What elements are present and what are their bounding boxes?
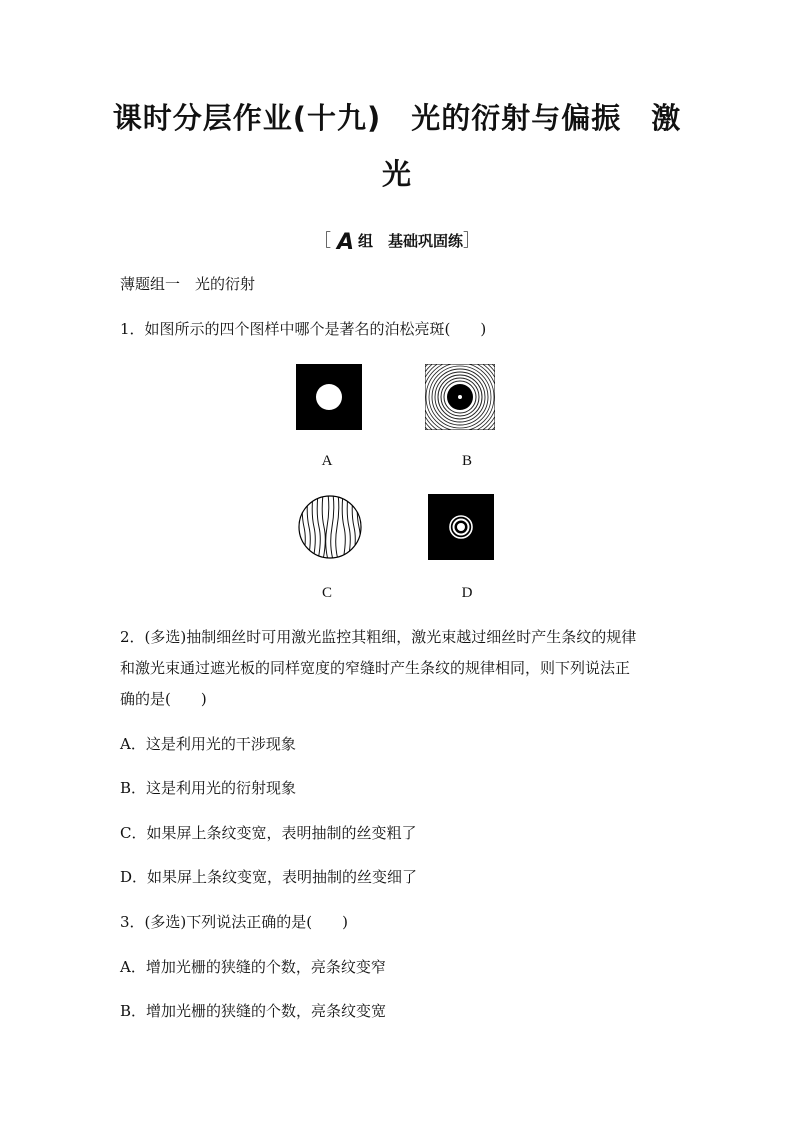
page-title-line1: 课时分层作业(十九) 光的衍射与偏振 激 [112, 101, 682, 135]
question-2-option-d: D．如果屏上条纹变宽，表明抽制的丝变细了 [120, 868, 418, 886]
figure-b-image [425, 364, 495, 430]
group-bracket-close: ］ [463, 231, 481, 251]
group-label: 组 基础巩固练 [358, 232, 464, 250]
question-3-option-a: A．增加光栅的狭缝的个数，亮条纹变窄 [120, 958, 386, 976]
question-3: 3．(多选)下列说法正确的是( ) [120, 913, 348, 931]
figure-d-label: D [461, 585, 473, 601]
figure-a-image [296, 364, 362, 430]
page-title-line2: 光 [381, 157, 412, 191]
question-3-option-b: B．增加光栅的狭缝的个数，亮条纹变宽 [120, 1002, 387, 1020]
question-2-line2: 和激光束通过遮光板的同样宽度的窄缝时产生条纹的规律相同，则下列说法正 [120, 659, 631, 677]
question-2-option-b: B．这是利用光的衍射现象 [120, 779, 297, 797]
group-letter: A [336, 230, 354, 255]
group-heading [0, 226, 794, 255]
figure-d-image [428, 494, 494, 560]
question-2-line3: 确的是( ) [120, 690, 207, 708]
question-2-option-a: A．这是利用光的干涉现象 [120, 735, 296, 753]
section-label: 薄题组一 光的衍射 [120, 275, 256, 293]
group-bracket-open: ［ [313, 231, 331, 251]
question-2-line1: 2．(多选)抽制细丝时可用激光监控其粗细，激光束越过细丝时产生条纹的规律 [120, 628, 637, 646]
figure-b-label: B [461, 453, 472, 469]
figure-c-label: C [321, 585, 332, 601]
question-1: 1．如图所示的四个图样中哪个是著名的泊松亮斑( ) [120, 320, 487, 338]
figure-a-label: A [321, 453, 333, 469]
question-2-option-c: C．如果屏上条纹变宽，表明抽制的丝变粗了 [120, 824, 417, 842]
figure-c-image [297, 494, 363, 560]
